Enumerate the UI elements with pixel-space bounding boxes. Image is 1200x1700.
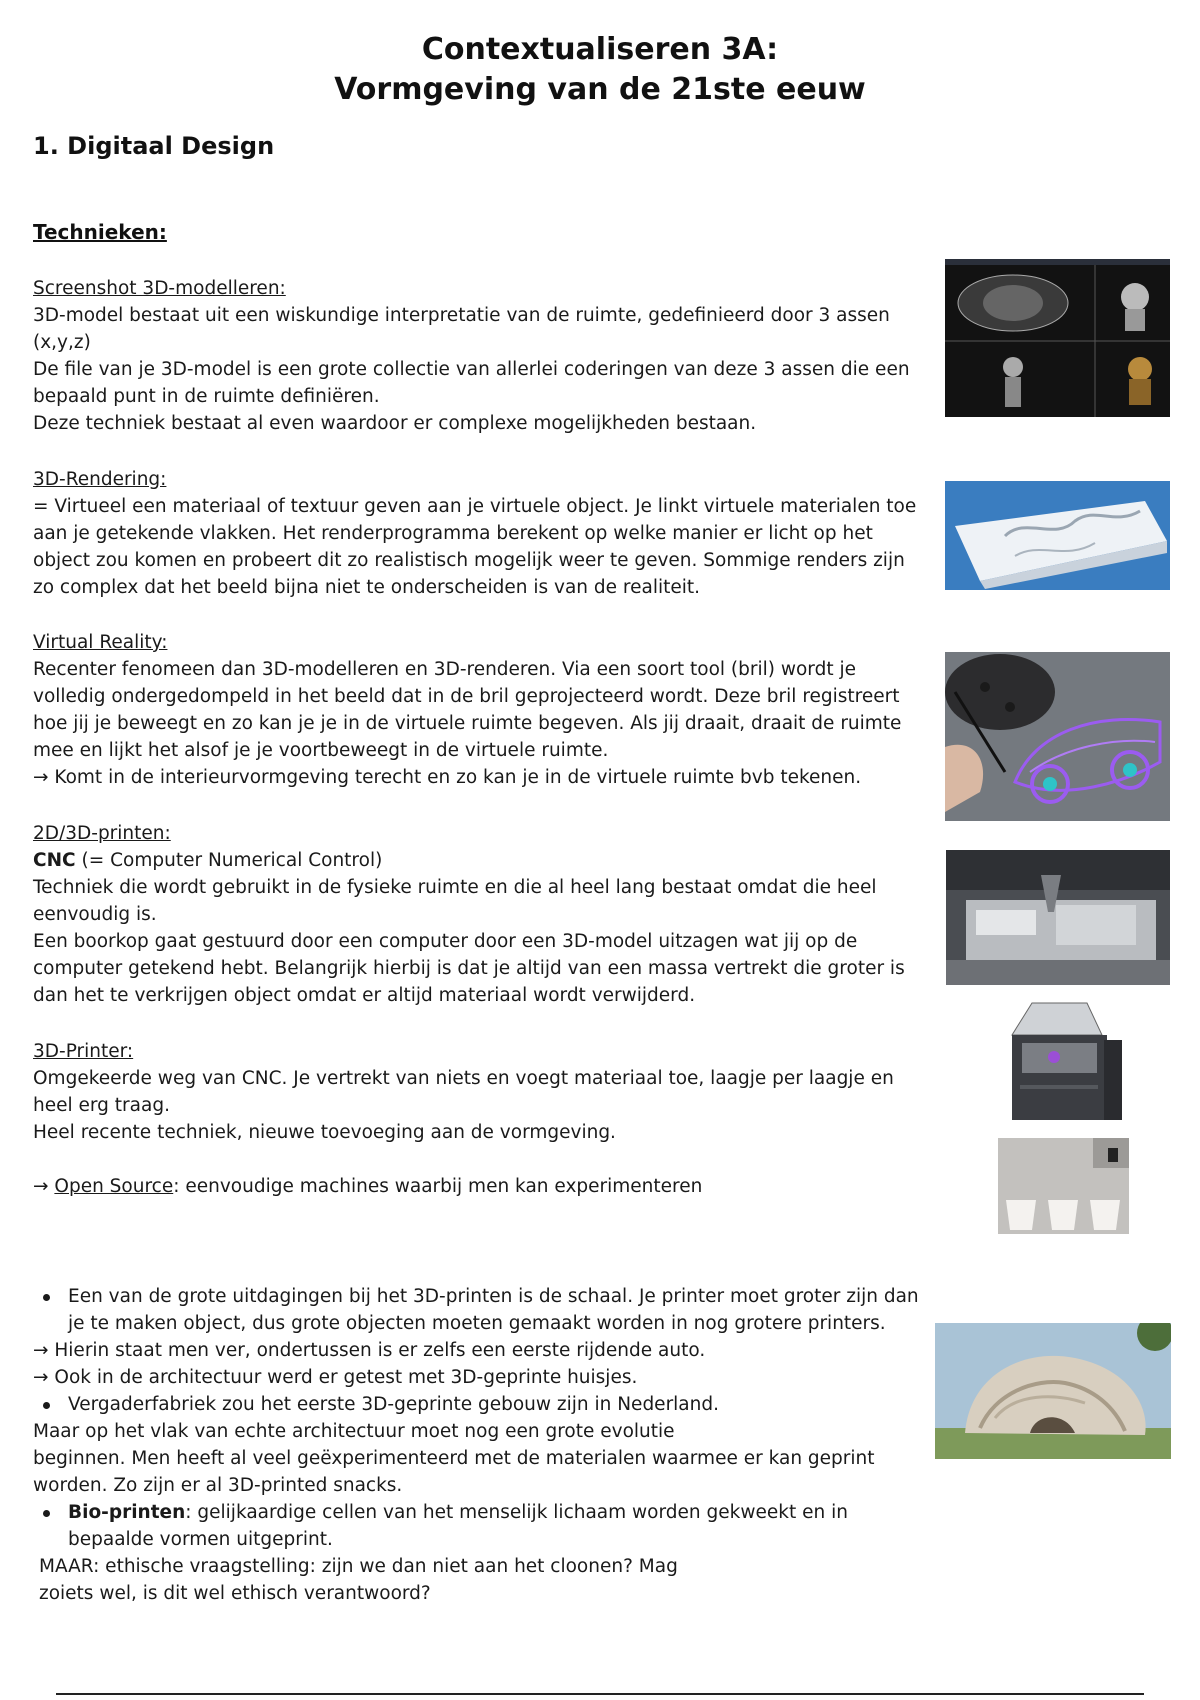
vr-section <box>33 629 923 791</box>
rendering-heading: 3D-Rendering: <box>33 469 167 490</box>
printen-heading: 2D/3D-printen: <box>33 823 171 844</box>
vr-line-4: mee en lijkt het alsof je je voortbeweegt in de virtuele ruimte. <box>33 740 609 761</box>
title-line-2: Vormgeving van de 21ste eeuw <box>334 72 866 107</box>
rendering-section <box>33 466 923 601</box>
rendering-line-1: = Virtueel een materiaal of textuur geven aan je virtuele object. Je linkt virtuele materialen toe <box>33 496 917 517</box>
spacer-line <box>33 1146 923 1173</box>
maar-line-1: MAAR: ethische vraagstelling: zijn we dan niet aan het cloonen? Mag <box>39 1556 678 1577</box>
rendering-line-4: zo complex dat het beeld bijna niet te onderscheiden is van de realiteit. <box>33 577 701 598</box>
open-source-rest: : eenvoudige machines waarbij men kan experimenteren <box>173 1176 703 1197</box>
modelleren-section <box>33 275 923 437</box>
modelleren-line-2: (x,y,z) <box>33 332 91 353</box>
printen-line-4: computer getekend hebt. Belangrijk hierbij is dat je altijd van een massa vertrekt die groter is <box>33 958 905 979</box>
vr-heading: Virtual Reality: <box>33 632 168 653</box>
rendering-line-3: object zou komen en probeert dit zo realistisch mogelijk weer te geven. Sommige renders zijn <box>33 550 905 571</box>
open-source-line <box>33 1173 923 1200</box>
printen-line-1: Techniek die wordt gebruikt in de fysieke ruimte en die al heel lang bestaat omdat die heel <box>33 877 877 898</box>
vr-line-1: Recenter fenomeen dan 3D-modelleren en 3D-renderen. Via een soort tool (bril) wordt je <box>33 659 856 680</box>
printen-line-3: Een boorkop gaat gestuurd door een computer door een 3D-model uitzagen wat jij op de <box>33 931 858 952</box>
modelling-screenshot-image <box>945 259 1170 417</box>
bullets-section <box>33 1283 923 1607</box>
printer3d-line-1: Omgekeerde weg van CNC. Je vertrekt van niets en voegt materiaal toe, laagje per laagje en <box>33 1068 894 1089</box>
vr-line-2: volledig ondergedompeld in het beeld dat in de bril geprojecteerd wordt. Deze bril registreert <box>33 686 900 707</box>
3d-printer-image <box>992 995 1129 1129</box>
vr-line-3: hoe jij je beweegt en zo kan je je in de virtuele ruimte begeven. Als jij draait, draait de ruimte <box>33 713 902 734</box>
bullet-2 <box>33 1391 923 1418</box>
printen-line-5: dan het te verkrijgen object omdat er altijd materiaal wordt verwijderd. <box>33 985 696 1006</box>
technieken-heading: Technieken: <box>33 220 167 244</box>
cnc-image <box>946 850 1170 985</box>
printer3d-line-3: Heel recente techniek, nieuwe toevoeging aan de vormgeving. <box>33 1122 616 1143</box>
printen-section <box>33 820 923 1009</box>
cnc-rest: (= Computer Numerical Control) <box>75 850 383 871</box>
bullet-1-line-1: Een van de grote uitdagingen bij het 3D-printen is de schaal. Je printer moet groter zijn dan <box>68 1286 919 1307</box>
printed-building-icon <box>935 1323 1171 1459</box>
document-title <box>0 30 1200 110</box>
bullet-dot <box>43 1510 50 1517</box>
open-source-label: Open Source <box>54 1176 174 1197</box>
open-source-arrow: → <box>33 1176 55 1197</box>
printed-building-image <box>935 1323 1171 1459</box>
cnc-bold: CNC <box>33 850 76 871</box>
printed-vases-image <box>998 1138 1129 1234</box>
rendering-icon <box>945 481 1170 590</box>
modelleren-line-4: bepaald punt in de ruimte definiëren. <box>33 386 380 407</box>
cnc-machine-icon <box>946 850 1170 985</box>
modelleren-line-5: Deze techniek bestaat al even waardoor er complexe mogelijkheden bestaan. <box>33 413 757 434</box>
bullet-1 <box>33 1283 923 1310</box>
arrow-line-1: → Hierin staat men ver, ondertussen is er zelfs een eerste rijdende auto. <box>33 1340 706 1361</box>
3d-printer-icon <box>992 995 1129 1129</box>
rendering-image <box>945 481 1170 590</box>
bio-printen-bold: Bio-printen <box>68 1502 186 1523</box>
bullet-1-cont: je te maken object, dus grote objecten moeten gemaakt worden in nog grotere printers. <box>68 1313 886 1334</box>
printer3d-section <box>33 1038 923 1200</box>
printer3d-heading: 3D-Printer: <box>33 1041 134 1062</box>
modelleren-line-1: 3D-model bestaat uit een wiskundige interpretatie van de ruimte, gedefinieerd door 3 assen <box>33 305 890 326</box>
bio-printen-rest: : gelijkaardige cellen van het menselijk lichaam worden gekweekt en in <box>185 1502 848 1523</box>
vr-headset-icon <box>945 652 1170 821</box>
section-heading: 1. Digitaal Design <box>33 132 275 160</box>
title-line-1: Contextualiseren 3A: <box>421 32 779 67</box>
bullet-3 <box>33 1499 923 1526</box>
modelleren-heading: Screenshot 3D-modelleren: <box>33 278 286 299</box>
bullet-dot <box>43 1294 50 1301</box>
para-line-3: worden. Zo zijn er al 3D-printed snacks. <box>33 1475 403 1496</box>
bullet-2-text: Vergaderfabriek zou het eerste 3D-geprinte gebouw zijn in Nederland. <box>68 1394 719 1415</box>
printed-vases-icon <box>998 1138 1129 1234</box>
modelling-screenshot-icon <box>945 259 1170 417</box>
bullet-dot <box>43 1402 50 1409</box>
arrow-line-2: → Ook in de architectuur werd er getest met 3D-geprinte huisjes. <box>33 1367 638 1388</box>
vr-image <box>945 652 1170 821</box>
printen-line-2: eenvoudig is. <box>33 904 157 925</box>
para-line-2: beginnen. Men heeft al veel geëxperimenteerd met de materialen waarmee er kan geprint <box>33 1448 875 1469</box>
bottom-rule <box>56 1693 1144 1695</box>
modelleren-line-3: De file van je 3D-model is een grote collectie van allerlei coderingen van deze 3 assen die een <box>33 359 910 380</box>
printer3d-line-2: heel erg traag. <box>33 1095 170 1116</box>
cnc-line <box>33 847 923 874</box>
rendering-line-2: aan je getekende vlakken. Het renderprogramma berekent op welke manier er licht op het <box>33 523 873 544</box>
para-line-1: Maar op het vlak van echte architectuur moet nog een grote evolutie <box>33 1421 675 1442</box>
maar-line-2: zoiets wel, is dit wel ethisch verantwoord? <box>39 1583 431 1604</box>
vr-line-5: → Komt in de interieurvormgeving terecht en zo kan je in de virtuele ruimte bvb tekenen. <box>33 767 862 788</box>
bullet-3-cont: bepaalde vormen uitgeprint. <box>68 1529 333 1550</box>
